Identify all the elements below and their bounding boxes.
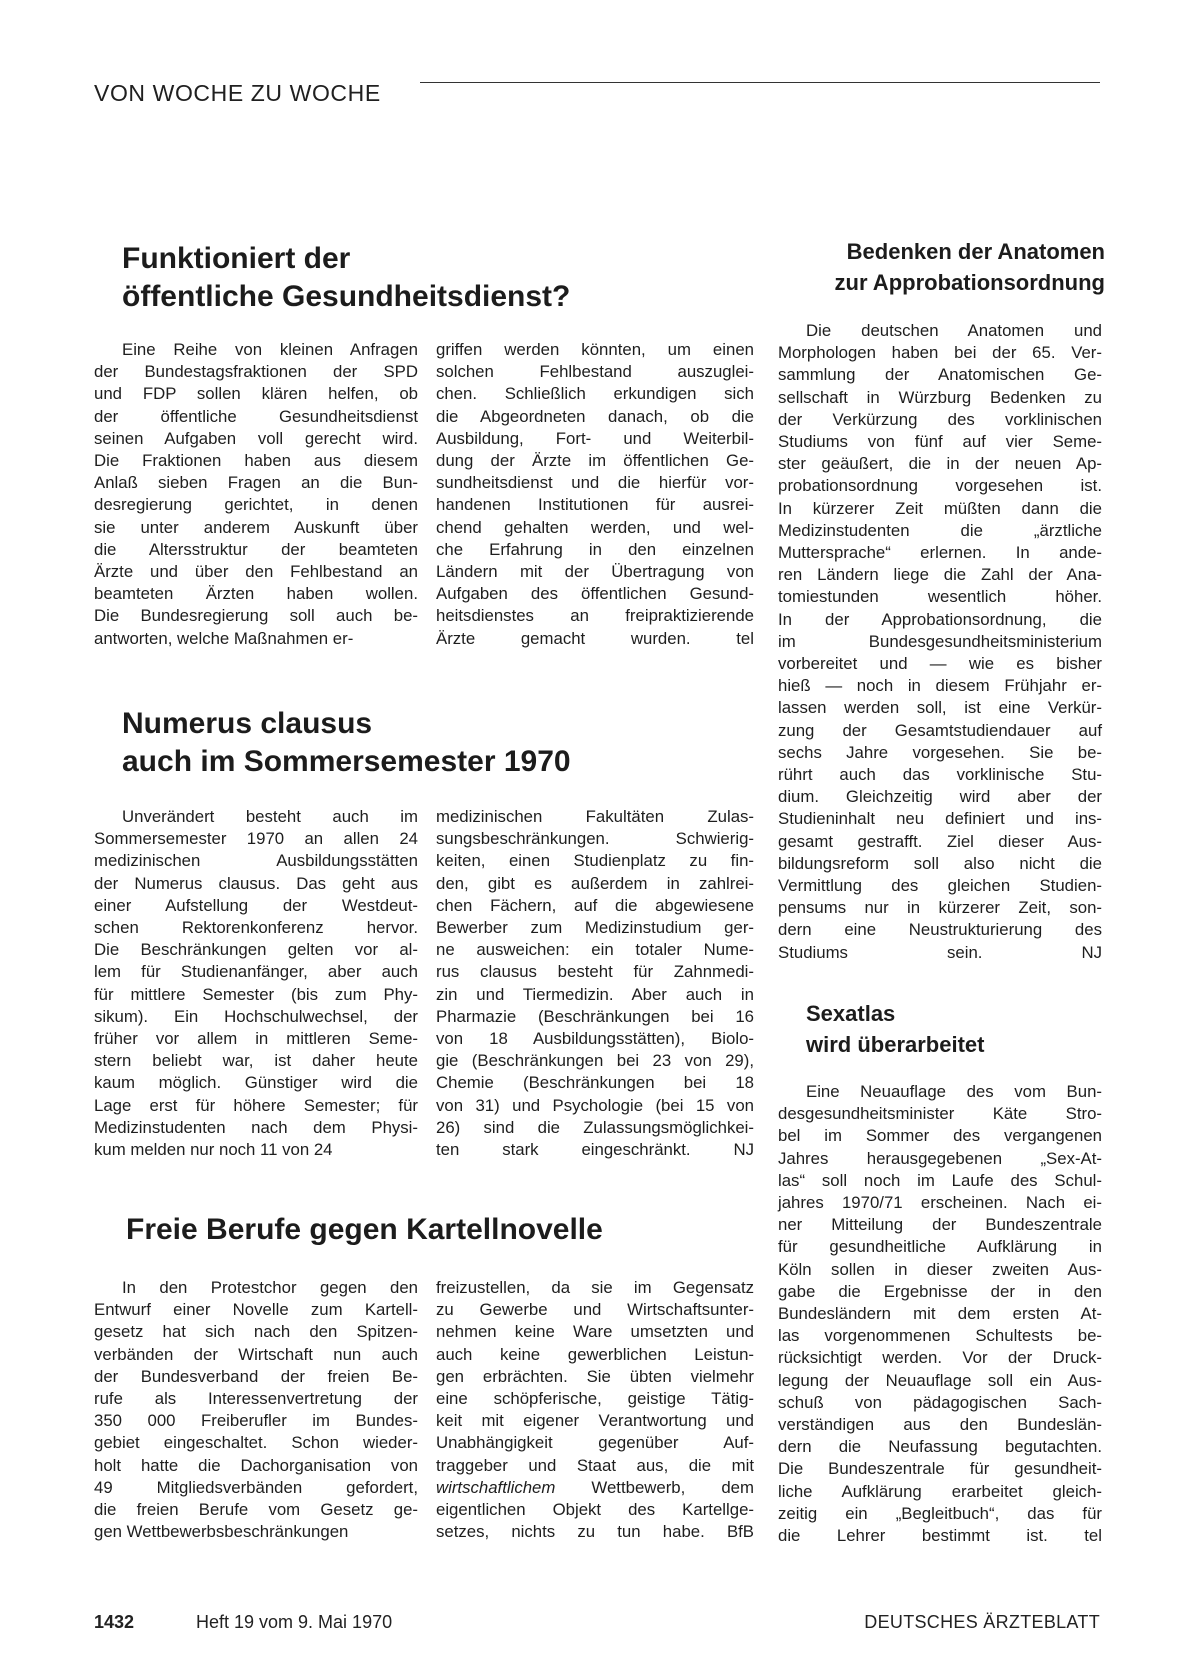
text-line: gen erbrächten. Sie übten vielmehr [436,1366,754,1386]
text-line: Bewerber zum Medizinstudium ger- [436,918,754,938]
text-line: Morphologen haben bei der 65. Ver- [778,343,1102,363]
article-kartell-col2 [436,1277,754,1543]
text-line: rufe als Interessenvertretung der [94,1389,418,1409]
text-line: freizustellen, da sie im Gegensatz [436,1278,754,1297]
text-line: den, gibt es außerdem in zahlrei- [436,873,754,893]
text-line: Die Bundeszentrale für gesundheit- [778,1459,1102,1479]
text-line: beamteten Ärzten haben wollen. [94,584,418,604]
text-line: antworten, welche Maßnahmen er- [94,628,354,648]
text-line: In der Approbationsordnung, die [778,609,1102,629]
article-anatomen-body [778,320,1102,964]
text-line: von 18 Ausbildungsstätten), Biolo- [436,1029,754,1049]
article-kartell-col1 [94,1277,418,1543]
text-line: dern die Neufassung begutachten. [778,1437,1102,1457]
text-line: bildungsreform soll also nicht die [778,853,1102,873]
text-line: sechs Jahre vorgesehen. Sie be- [778,742,1102,762]
text-line: zu Gewerbe und Wirtschaftsunter- [436,1300,754,1320]
text-line: traggeber und Staat aus, die mit [436,1455,754,1475]
text-line: desgesundheitsminister Käte Stro- [778,1104,1102,1124]
headline-line: auch im Sommersemester 1970 [122,745,571,778]
text-line: handenen Institutionen für ausrei- [436,495,754,515]
text-line: Studiums sein. NJ [778,942,1102,962]
text-line: im Bundesgesundheitsministerium [778,631,1102,651]
text-line: auch keine gewerblichen Leistun- [436,1344,754,1364]
text-line: Ärzte gemacht wurden. tel [436,628,754,648]
text-line: medizinischen Fakultäten Zulas- [436,807,754,826]
text-line: schen Rektorenkonferenz hervor. [94,918,418,938]
text-line: 49 Mitgliedsverbänden gefordert, [94,1477,418,1497]
text-line: probationsordnung vorgesehen ist. [778,476,1102,496]
text-line: In den Protestchor gegen den [122,1278,418,1297]
text-line: eine schöpferische, geistige Tätig- [436,1389,754,1409]
text-line: dern eine Neustrukturierung des [778,920,1102,940]
text-line: wirtschaftlichem Wettbewerb, dem [436,1477,754,1497]
text-line: Ländern mit der Übertragung von [436,562,754,582]
article-numerus-col1 [94,806,418,1161]
text-line: ster geäußert, die in der neuen Ap- [778,454,1102,474]
article-gesundheitsdienst-col2 [436,339,754,650]
text-line: die freien Berufe vom Gesetz ge- [94,1500,418,1520]
text-line: kum melden nur noch 11 von 24 [94,1140,333,1160]
text-line: tomiestunden wesentlich höher. [778,587,1102,607]
text-line: seinen Aufgaben voll gerecht wird. [94,428,418,448]
text-line: pensums nur in kürzerer Zeit, son- [778,898,1102,918]
text-line: stern beliebt war, ist daher heute [94,1051,418,1071]
article-numerus-title [122,705,571,781]
text-line: lassen werden soll, ist eine Verkür- [778,698,1102,718]
text-line: vorbereitet und — wie es bisher [778,654,1102,674]
text-line: ner Mitteilung der Bundeszentrale [778,1215,1102,1235]
text-line: schuß von pädagogischen Sach- [778,1392,1102,1412]
article-sexatlas-body [778,1081,1102,1547]
text-line: die Altersstruktur der beamteten [94,539,418,559]
text-line: legung der Neuauflage soll ein Aus- [778,1370,1102,1390]
text-line: ten stark eingeschränkt. NJ [436,1140,754,1160]
text-line: liche Aufklärung erarbeitet gleich- [778,1481,1102,1501]
text-line: Sommersemester 1970 an allen 24 [94,829,418,849]
text-line: Chemie (Beschränkungen bei 18 [436,1073,754,1093]
text-line: dium. Gleichzeitig wird aber der [778,787,1102,807]
text-line: desregierung gerichtet, in denen [94,495,418,515]
text-line: chend gehalten werden, und wel- [436,517,754,537]
text-line: holt hatte die Dachorganisation von [94,1455,418,1475]
text-line: Entwurf einer Novelle zum Kartell- [94,1300,418,1320]
text-line: und FDP sollen klären helfen, ob [94,384,418,404]
text-line: rührt auch das vorklinische Stu- [778,765,1102,785]
text-line: Die Bundesregierung soll auch be- [94,606,418,626]
text-line: von 31) und Psychologie (bei 15 von [436,1095,754,1115]
text-line: griffen werden könnten, um einen [436,340,754,359]
text-line: der Verkürzung des vorklinischen [778,409,1102,429]
text-line: der Bundesverband der freien Be- [94,1366,418,1386]
text-line: setzes, nichts zu tun habe. BfB [436,1522,754,1542]
article-gesundheitsdienst-col1 [94,339,418,650]
text-line: gabe die Ergebnisse der in den [778,1281,1102,1301]
text-line: für gesundheitliche Aufklärung in [778,1237,1102,1257]
text-line: gebiet eingeschaltet. Schon wieder- [94,1433,418,1453]
headline-line: Bedenken der Anatomen [846,239,1105,264]
headline-line: wird überarbeitet [806,1032,985,1057]
text-line: Bundesländern mit dem ersten At- [778,1304,1102,1324]
page-number: 1432 [94,1612,135,1632]
text-line: sundheitsdienst und die hierfür vor- [436,473,754,493]
text-line: Die deutschen Anatomen und [806,321,1102,340]
article-numerus-col2 [436,806,754,1161]
text-line: Studieninhalt neu definiert und ins- [778,809,1102,829]
issue-info: Heft 19 vom 9. Mai 1970 [196,1612,393,1632]
text-line: Köln sollen in dieser zweiten Aus- [778,1259,1102,1279]
article-kartell-title [126,1211,603,1249]
text-line: Aufgaben des öffentlichen Gesund- [436,584,754,604]
headline-line: Numerus clausus [122,707,373,740]
text-line: Medizinstudenten nach dem Physi- [94,1117,418,1137]
text-line: gesetz hat sich nach den Spitzen- [94,1322,418,1342]
publication-name: DEUTSCHES ÄRZTEBLATT [864,1612,1100,1632]
text-line: für mittlere Semester (bis zum Phy- [94,984,418,1004]
text-line: Vermittlung des gleichen Studien- [778,876,1102,896]
text-line: zin und Tiermedizin. Aber auch in [436,984,754,1004]
text-line: Lage erst für höhere Semester; für [94,1095,418,1115]
text-line: Ärzte und über den Fehlbestand an [94,562,418,582]
text-line: gie (Beschränkungen bei 23 von 29), [436,1051,754,1071]
text-line: che Erfahrung in den einzelnen [436,539,754,559]
text-line: bel im Sommer des vergangenen [778,1126,1102,1146]
text-line: las“ soll noch im Laufe des Schul- [778,1170,1102,1190]
headline-line: öffentliche Gesundheitsdienst? [122,280,571,313]
header-rule [420,82,1100,83]
text-line: las vorgenommenen Schultests be- [778,1326,1102,1346]
text-line: Die Beschränkungen gelten vor al- [94,940,418,960]
text-line: 350 000 Freiberufler im Bundes- [94,1411,418,1431]
article-anatomen-title [775,236,1105,298]
headline-line: zur Approbationsordnung [834,270,1105,295]
text-line: die Lehrer bestimmt ist. tel [778,1526,1102,1546]
headline-line: Freie Berufe gegen Kartellnovelle [126,1213,603,1246]
section-rubric: VON WOCHE ZU WOCHE [94,80,381,106]
text-line: Eine Neuauflage des vom Bun- [806,1082,1102,1101]
text-line: kaum möglich. Günstiger wird die [94,1073,418,1093]
text-line: chen Fächern, auf die abgewiesene [436,895,754,915]
text-line: zeitig ein „Begleitbuch“, das für [778,1503,1102,1523]
text-line: Medizinstudenten die „ärztliche [778,520,1102,540]
text-line: der öffentliche Gesundheitsdienst [94,406,418,426]
text-line: einer Aufstellung der Westdeut- [94,895,418,915]
text-line: dung der Ärzte im öffentlichen Ge- [436,451,754,471]
headline-line: Funktioniert der [122,242,351,275]
text-line: der Numerus clausus. Das geht aus [94,873,418,893]
text-line: verständigen aus den Bundeslän- [778,1415,1102,1435]
text-line: Muttersprache“ erlernen. In ande- [778,543,1102,563]
text-line: solchen Fehlbestand auszuglei- [436,362,754,382]
text-line: sikum). Ein Hochschulwechsel, der [94,1006,418,1026]
text-line: jahres 1970/71 erscheinen. Nach ei- [778,1193,1102,1213]
text-line: der Bundestagsfraktionen der SPD [94,362,418,382]
text-line: Pharmazie (Beschränkungen bei 16 [436,1006,754,1026]
text-line: die Abgeordneten danach, ob die [436,406,754,426]
text-line: ne ausweichen: ein totaler Nume- [436,940,754,960]
text-line: Unverändert besteht auch im [122,807,418,826]
headline-line: Sexatlas [806,1001,896,1026]
text-line: Unabhängigkeit gegenüber Auf- [436,1433,754,1453]
text-line: 26) sind die Zulassungsmöglichkei- [436,1117,754,1137]
text-line: gen Wettbewerbsbeschränkungen [94,1522,349,1542]
text-line: sie unter anderem Auskunft über [94,517,418,537]
text-line: sammlung der Anatomischen Ge- [778,365,1102,385]
text-line: Ausbildung, Fort- und Weiterbil- [436,428,754,448]
text-line: hieß — noch in diesem Frühjahr er- [778,676,1102,696]
text-line: sellschaft in Würzburg Bedenken zu [778,387,1102,407]
text-line: gesamt gestrafft. Ziel dieser Aus- [778,831,1102,851]
text-line: zung der Gesamtstudiendauer auf [778,720,1102,740]
text-line: Die Fraktionen haben aus diesem [94,451,418,471]
article-gesundheitsdienst-title [122,240,570,316]
text-line: rücksichtigt werden. Vor der Druck- [778,1348,1102,1368]
text-line: ren Ländern liege die Zahl der Ana- [778,565,1102,585]
text-line: früher vor allem in mittleren Seme- [94,1029,418,1049]
text-line: eigentlichen Objekt des Kartellge- [436,1500,754,1520]
text-line: chen. Schließlich erkundigen sich [436,384,754,404]
text-line: keiten, einen Studienplatz zu fin- [436,851,754,871]
text-line: lem für Studienanfänger, aber auch [94,962,418,982]
text-line: medizinischen Ausbildungsstätten [94,851,418,871]
text-line: rus clausus besteht für Zahnmedi- [436,962,754,982]
text-line: Jahres herausgegebenen „Sex-At- [778,1148,1102,1168]
text-line: In kürzerer Zeit müßten dann die [778,498,1102,518]
text-line: heitsdienstes an freipraktizierende [436,606,754,626]
text-line: Eine Reihe von kleinen Anfragen [122,340,418,359]
text-line: keit mit eigener Verantwortung und [436,1411,754,1431]
text-line: sungsbeschränkungen. Schwierig- [436,829,754,849]
text-line: Studiums von fünf auf vier Seme- [778,432,1102,452]
text-line: Anlaß sieben Fragen an die Bun- [94,473,418,493]
article-sexatlas-title [806,998,984,1060]
text-line: verbänden der Wirtschaft nun auch [94,1344,418,1364]
text-line: nehmen keine Ware umsetzten und [436,1322,754,1342]
